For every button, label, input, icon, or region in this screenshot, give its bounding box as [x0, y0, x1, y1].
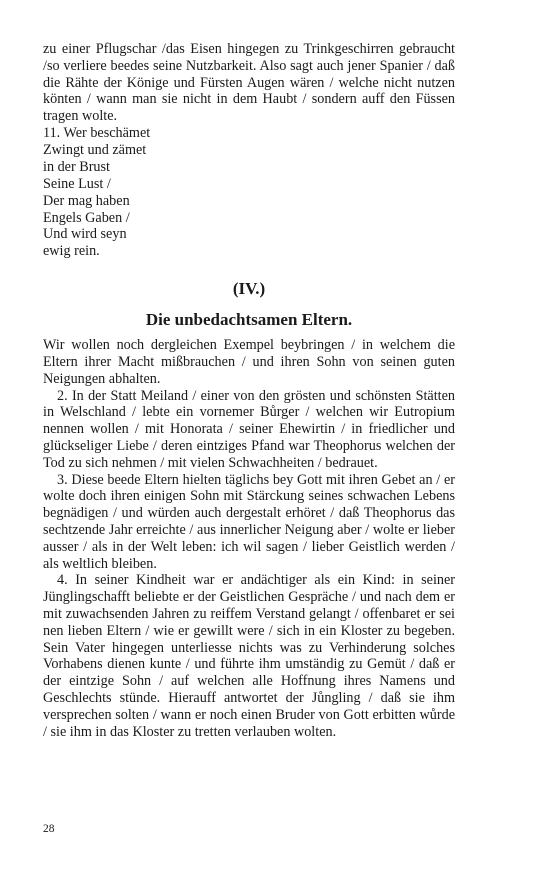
verse-line: Zwingt und zämet — [43, 141, 147, 158]
verse-block — [43, 125, 455, 260]
page-body — [43, 41, 455, 740]
verse-line: ewig rein. — [43, 243, 100, 260]
body-paragraph: 4. In seiner Kindheit war er andächtiger als ein Kind: in seiner Jünglingschafft beliebte er der Geistlichen Gespräche / und nach dem er mit zuwachsenden Jahren zu reiffem Verstand gelangt / offenbaret er sei nen lieben Eltern / wie er gewillt were / sich in ein Kloster zu begeben. Sein Vater hingegen unterliesse nichts was zu Verhinderung solches Vorhabens dienen kunte / und führte ihm umständig zu Gemüt / daß er der eintzige Sohn / auf welchen alle Hoffnung ihres Namens und Geschlechts stünde. Hierauff antwortet der Jůngling / daß sie ihm versprechen solten / wann er noch einen Bruder von Gott erbitten wůrde / sie ihm in das Kloster zu tretten verlauben wolten. — [43, 572, 455, 740]
section-number: (IV.) — [232, 279, 266, 299]
verse-line: Seine Lust / — [43, 175, 111, 192]
verse-line: Der mag haben — [43, 192, 130, 209]
verse-line: in der Brust — [43, 158, 110, 175]
opening-paragraph: zu einer Pflugschar /das Eisen hingegen zu Trinkgeschirren gebraucht /so verliere beedes seine Nutzbarkeit. Also sagt auch jener Spanier / daß die Rähte der Könige und Fürsten Augen wären / welche nicht nutzen könten / wann man sie nicht in dem Haubt / sondern auff den Füssen tragen wolte. — [43, 41, 455, 125]
page-number: 28 — [43, 823, 55, 835]
verse-line: Engels Gaben / — [43, 209, 130, 226]
body-paragraph: 2. In der Statt Meiland / einer von den grösten und schönsten Stätten in Welschland / lebte ein vornemer Bůrger / welchen wir Eutropium nennen wollen / mit Honorata / seiner Ehewirtin / in friedlicher und glückseliger Liebe / deren eintziges Pfand war Theophorus welchen der Tod zu sich nehmen / mit vielen Schwachheiten / bedrauet. — [43, 387, 455, 471]
body-paragraph: 3. Diese beede Eltern hielten täglichs bey Gott mit ihren Gebet an / er wolte doch ihren einigen Sohn mit Stärckung seines schwachen Lebens begnädigen / und würden auch dergestalt erhöret / daß Theophorus das sechtzende Jahr erreichte / aus innerlicher Neigung aber / wolte er lieber ausser / als in der Welt leben: ich wil sagen / lieber Geistlich werden / als weltlich bleiben. — [43, 471, 455, 572]
body-paragraph: Wir wollen noch dergleichen Exempel beybringen / in welchem die Eltern ihrer Macht mißbrauchen / und ihren Sohn von seinen guten Neigungen abhalten. — [43, 337, 455, 387]
verse-line: 11. Wer beschämet — [43, 124, 151, 141]
section-title: Die unbedachtsamen Eltern. — [145, 310, 353, 330]
verse-line: Und wird seyn — [43, 226, 127, 243]
